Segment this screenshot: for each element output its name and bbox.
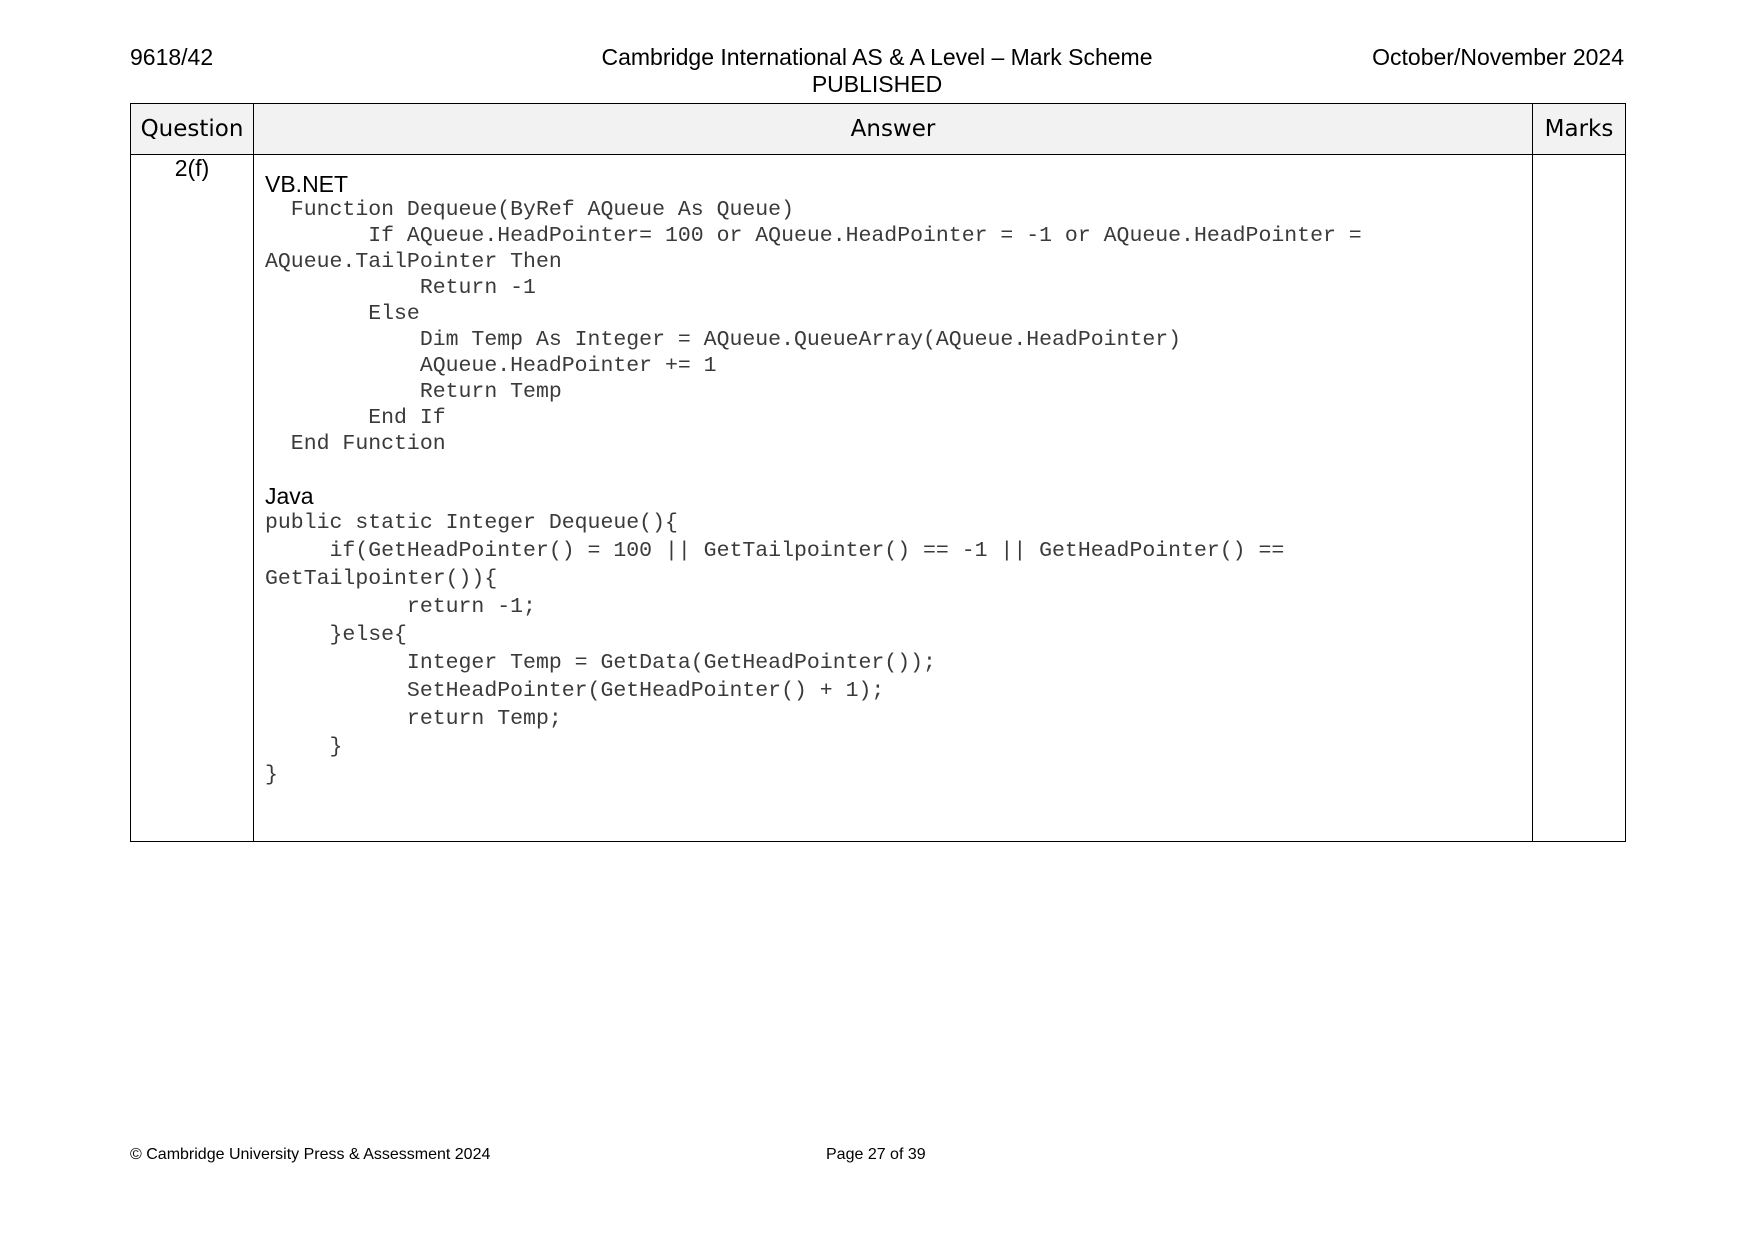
title-line-1: Cambridge International AS & A Level – Mark Scheme	[601, 44, 1153, 70]
mark-scheme-table	[130, 103, 1626, 842]
java-code-block: public static Integer Dequeue(){ if(GetHeadPointer() = 100 || GetTailpointer() == -1 || GetHeadPointer() == GetTailpointer()){ return -1; }else{ Integer Temp = GetData(GetHeadPointer()); SetHeadPointer(GetHeadPointer() + 1); return Temp; } }	[265, 511, 1285, 787]
question-number: 2(f)	[131, 155, 254, 842]
vbnet-code-block: Function Dequeue(ByRef AQueue As Queue) If AQueue.HeadPointer= 100 or AQueue.HeadPointer = -1 or AQueue.HeadPointer = AQueue.TailPointer Then Return -1 Else Dim Temp As Integer = AQueue.QueueArray(AQueue.HeadPointer) AQueue.HeadPointer += 1 Return Temp End If End Function	[265, 198, 1362, 456]
table-header-row	[131, 104, 1626, 155]
vbnet-label: VB.NET	[265, 171, 349, 197]
paper-code: 9618/42	[130, 44, 214, 70]
copyright-notice: © Cambridge University Press & Assessment 2024	[130, 1146, 491, 1163]
marks-column-header: Marks	[1533, 104, 1626, 155]
java-label: Java	[265, 483, 314, 509]
marks-cell	[1533, 155, 1626, 842]
table-row	[131, 155, 1626, 842]
answer-cell	[254, 155, 1533, 842]
title-line-2: PUBLISHED	[811, 71, 943, 97]
answer-column-header: Answer	[254, 104, 1533, 155]
exam-session: October/November 2024	[1372, 44, 1624, 70]
question-column-header: Question	[131, 104, 254, 155]
page-number: Page 27 of 39	[826, 1146, 926, 1163]
